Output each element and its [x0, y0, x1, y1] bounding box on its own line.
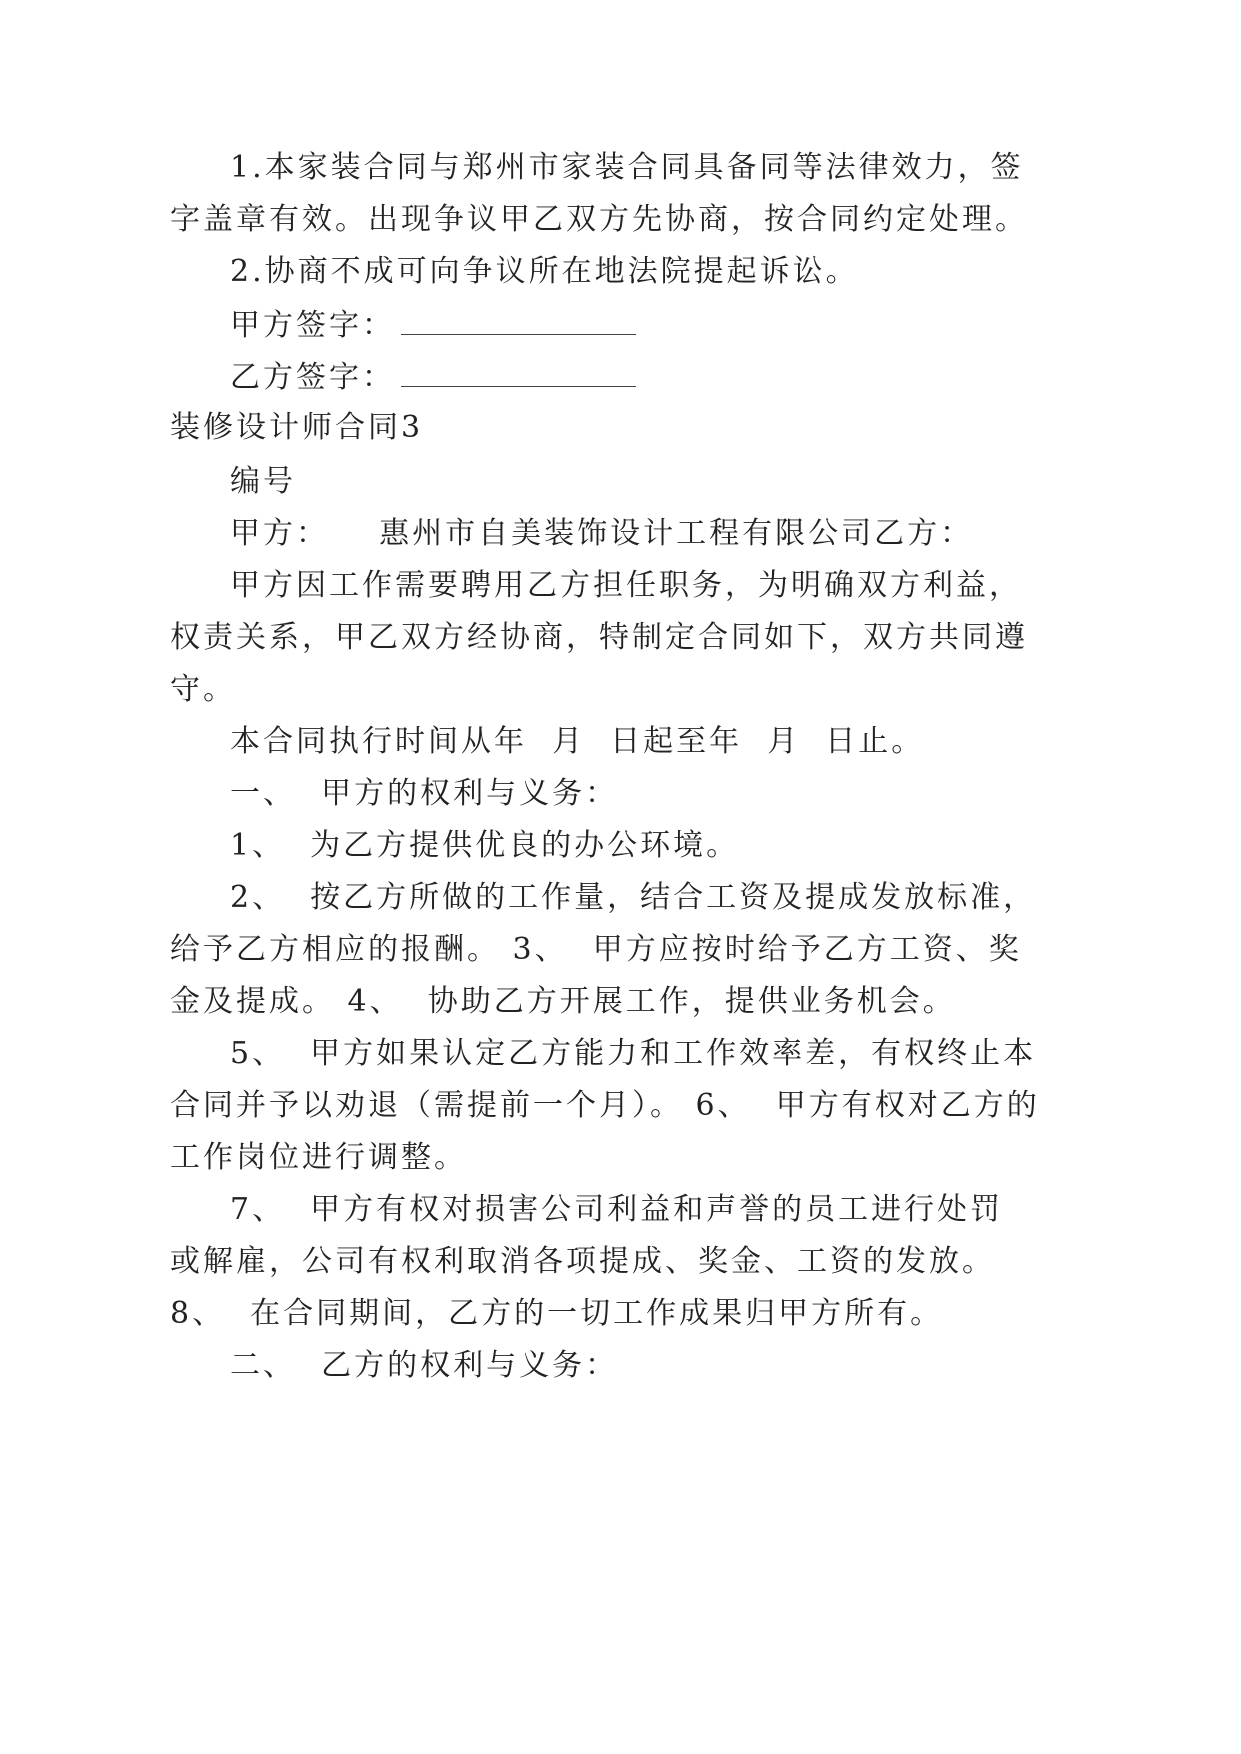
paragraph-line: 5、 甲方如果认定乙方能力和工作效率差，有权终止本	[230, 1036, 1037, 1071]
paragraph-line: 甲方： 惠州市自美装饰设计工程有限公司乙方：	[230, 516, 974, 551]
section-title: 装修设计师合同3	[170, 410, 424, 445]
paragraph-line: 甲方因工作需要聘用乙方担任职务，为明确双方利益，	[230, 568, 1022, 603]
paragraph-line: 一、 甲方的权利与义务：	[230, 776, 619, 811]
paragraph-line: 字盖章有效。出现争议甲乙双方先协商，按合同约定处理。	[170, 202, 1028, 237]
paragraph-line: 1.本家装合同与郑州市家装合同具备同等法律效力，签	[230, 150, 1024, 185]
paragraph-line: 2、 按乙方所做的工作量，结合工资及提成发放标准，	[230, 880, 1037, 915]
paragraph-line: 二、 乙方的权利与义务：	[230, 1348, 619, 1383]
paragraph-line: 7、 甲方有权对损害公司利益和声誉的员工进行处罚	[230, 1192, 1004, 1227]
paragraph-line: 权责关系，甲乙双方经协商，特制定合同如下，双方共同遵	[170, 620, 1028, 655]
party-b-signature-line	[0, 358, 1241, 398]
party-a-signature-line	[0, 306, 1241, 346]
party-b-signature-label: 乙方签字：	[230, 360, 395, 395]
paragraph-line: 编号	[230, 464, 296, 499]
party-b-signature-blank	[401, 360, 636, 387]
paragraph-line: 合同并予以劝退（需提前一个月）。 6、 甲方有权对乙方的	[170, 1088, 1040, 1123]
paragraph-line: 1、 为乙方提供优良的办公环境。	[230, 828, 740, 863]
paragraph-line: 8、 在合同期间，乙方的一切工作成果归甲方所有。	[170, 1296, 944, 1331]
paragraph-line: 金及提成。 4、 协助乙方开展工作，提供业务机会。	[170, 984, 956, 1019]
party-a-signature-blank	[401, 308, 636, 335]
paragraph-line: 守。	[170, 672, 236, 707]
party-a-signature-label: 甲方签字：	[230, 308, 395, 343]
paragraph-line: 2.协商不成可向争议所在地法院提起诉讼。	[230, 254, 859, 289]
paragraph-line: 工作岗位进行调整。	[170, 1140, 467, 1175]
paragraph-line: 给予乙方相应的报酬。 3、 甲方应按时给予乙方工资、奖	[170, 932, 1022, 967]
paragraph-line: 或解雇，公司有权利取消各项提成、奖金、工资的发放。	[170, 1244, 995, 1279]
paragraph-line: 本合同执行时间从年 月 日起至年 月 日止。	[230, 724, 925, 759]
